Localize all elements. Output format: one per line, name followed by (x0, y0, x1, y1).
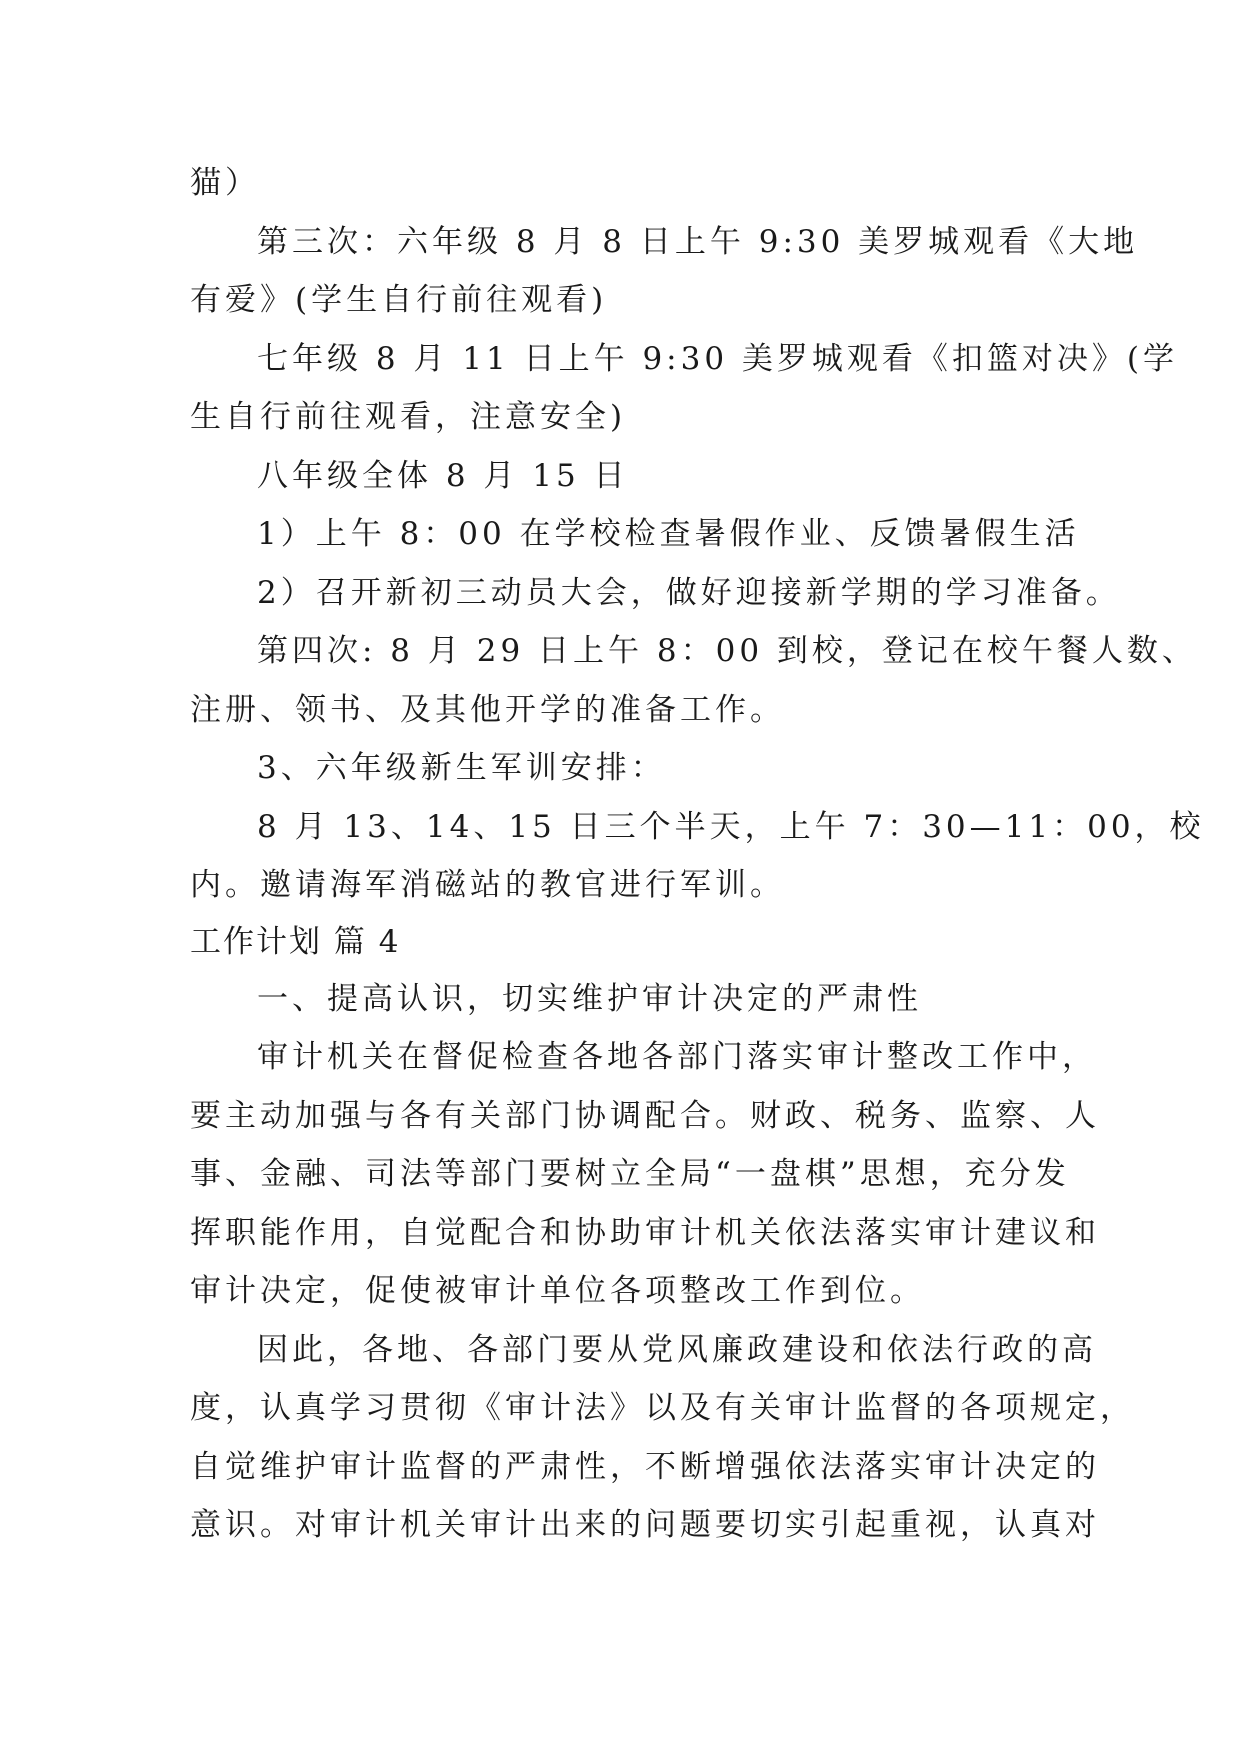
text-line-1: 猫） (190, 165, 260, 201)
text-line-3: 有爱》(学生自行前往观看) (190, 282, 608, 318)
text-line-15: 一、提高认识，切实维护审计决定的严肃性 (257, 981, 922, 1017)
text-line-2: 第三次：六年级 8 月 8 日上午 9:30 美罗城观看《大地 (257, 224, 1139, 260)
text-line-19: 挥职能作用，自觉配合和协助审计机关依法落实审计建议和 (190, 1215, 1100, 1251)
text-line-22: 度，认真学习贯彻《审计法》以及有关审计监督的各项规定， (190, 1390, 1135, 1426)
text-line-20: 审计决定，促使被审计单位各项整改工作到位。 (190, 1273, 925, 1309)
text-line-21: 因此，各地、各部门要从党风廉政建设和依法行政的高 (257, 1332, 1097, 1368)
text-line-9: 第四次: 8 月 29 日上午 8：00 到校，登记在校午餐人数、 (257, 633, 1197, 669)
text-line-4: 七年级 8 月 11 日上午 9:30 美罗城观看《扣篮对决》(学 (257, 341, 1178, 377)
text-line-12: 8 月 13、14、15 日三个半天，上午 7：30—11：00，校 (257, 809, 1205, 845)
text-line-5: 生自行前往观看，注意安全) (190, 399, 627, 435)
text-line-23: 自觉维护审计监督的严肃性，不断增强依法落实审计决定的 (190, 1449, 1100, 1485)
text-line-6: 八年级全体 8 月 15 日 (257, 458, 629, 494)
text-line-13: 内。邀请海军消磁站的教官进行军训。 (190, 867, 785, 903)
text-line-16: 审计机关在督促检查各地各部门落实审计整改工作中， (257, 1039, 1097, 1075)
text-line-11: 3、六年级新生军训安排： (257, 750, 666, 786)
section-heading: 工作计划 篇 4 (190, 924, 401, 960)
text-line-17: 要主动加强与各有关部门协调配合。财政、税务、监察、人 (190, 1098, 1100, 1134)
text-line-8: 2）召开新初三动员大会，做好迎接新学期的学习准备。 (257, 575, 1121, 611)
text-line-18: 事、金融、司法等部门要树立全局“一盘棋”思想，充分发 (190, 1156, 1070, 1192)
text-line-10: 注册、领书、及其他开学的准备工作。 (190, 692, 785, 728)
text-line-24: 意识。对审计机关审计出来的问题要切实引起重视，认真对 (190, 1507, 1100, 1543)
text-line-7: 1）上午 8：00 在学校检查暑假作业、反馈暑假生活 (257, 516, 1080, 552)
